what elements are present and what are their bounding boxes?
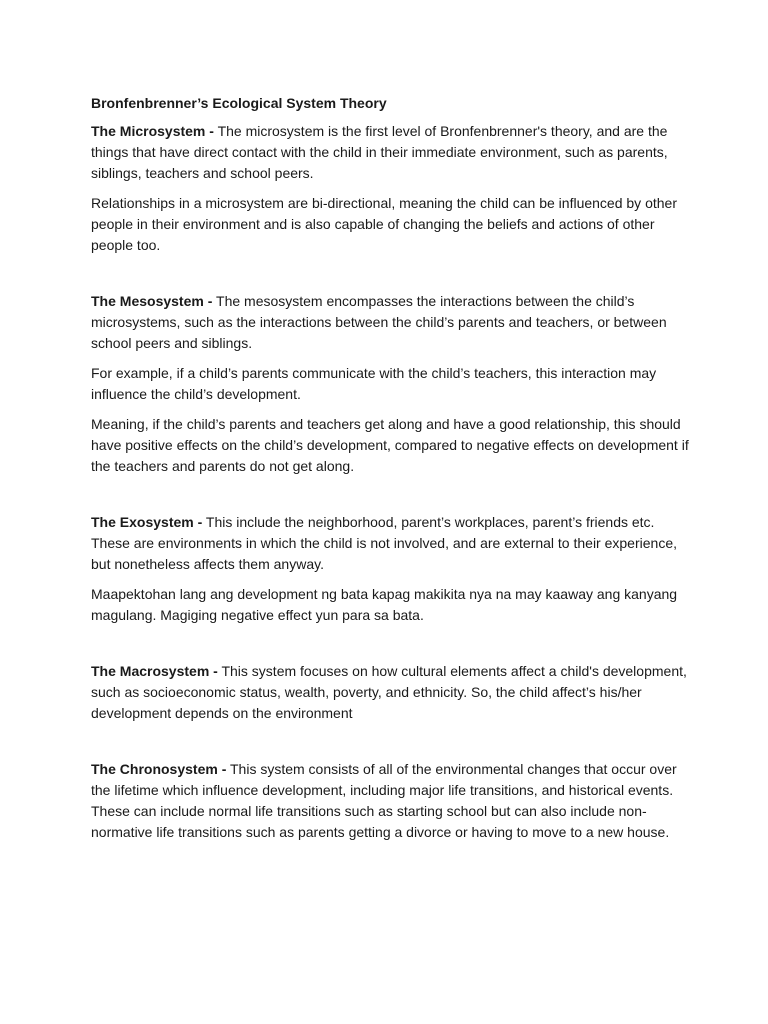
section-spacer bbox=[91, 635, 691, 661]
exosystem-paragraph: Maapektohan lang ang development ng bata kapag makikita nya na may kaaway ang kanyang magulang. Magiging negative effect yun para sa bata. bbox=[91, 586, 678, 623]
mesosystem-definition bbox=[91, 291, 691, 354]
section-spacer bbox=[91, 265, 691, 291]
document-page bbox=[91, 94, 691, 852]
mesosystem-paragraph: For example, if a child’s parents communicate with the child’s teachers, this interaction may influence the child’s development. bbox=[91, 365, 657, 402]
section-spacer bbox=[91, 733, 691, 759]
mesosystem-lead: The mesosystem encompasses the interactions between the child’s microsystems, such as the interactions between the child’s parents and teachers, or between school peers and siblings. bbox=[91, 293, 667, 351]
microsystem-heading: The Microsystem - bbox=[91, 123, 214, 139]
exosystem-definition bbox=[91, 512, 691, 575]
chronosystem-definition bbox=[91, 759, 691, 843]
exosystem-lead: This include the neighborhood, parent’s workplaces, parent’s friends etc. These are environments in which the child is not involved, and are external to their experience, but nonetheless affects them anyway. bbox=[91, 514, 677, 572]
macrosystem-definition bbox=[91, 661, 691, 724]
microsystem-definition bbox=[91, 121, 691, 184]
macrosystem-lead: This system focuses on how cultural elements affect a child's development, such as socioeconomic status, wealth, poverty, and ethnicity. So, the child affect’s his/her development depends on the environment bbox=[91, 663, 687, 721]
section-spacer bbox=[91, 486, 691, 512]
mesosystem-heading: The Mesosystem - bbox=[91, 293, 213, 309]
document-title: Bronfenbrenner’s Ecological System Theory bbox=[91, 95, 387, 111]
microsystem-lead: The microsystem is the first level of Bronfenbrenner's theory, and are the things that have direct contact with the child in their immediate environment, such as parents, siblings, teachers and school peers. bbox=[91, 123, 668, 181]
chronosystem-lead: This system consists of all of the environmental changes that occur over the lifetime which influence development, including major life transitions, and historical events. These can include normal life transitions such as starting school but can also include non-normative life transitions such as parents getting a divorce or having to move to a new house. bbox=[91, 761, 677, 840]
chronosystem-heading: The Chronosystem - bbox=[91, 761, 227, 777]
exosystem-heading: The Exosystem - bbox=[91, 514, 203, 530]
mesosystem-paragraph: Meaning, if the child’s parents and teachers get along and have a good relationship, this should have positive effects on the child’s development, compared to negative effects on development if the teachers and parents do not get along. bbox=[91, 416, 689, 474]
microsystem-paragraph: Relationships in a microsystem are bi-directional, meaning the child can be influenced by other people in their environment and is also capable of changing the beliefs and actions of other people too. bbox=[91, 195, 677, 253]
macrosystem-heading: The Macrosystem - bbox=[91, 663, 218, 679]
